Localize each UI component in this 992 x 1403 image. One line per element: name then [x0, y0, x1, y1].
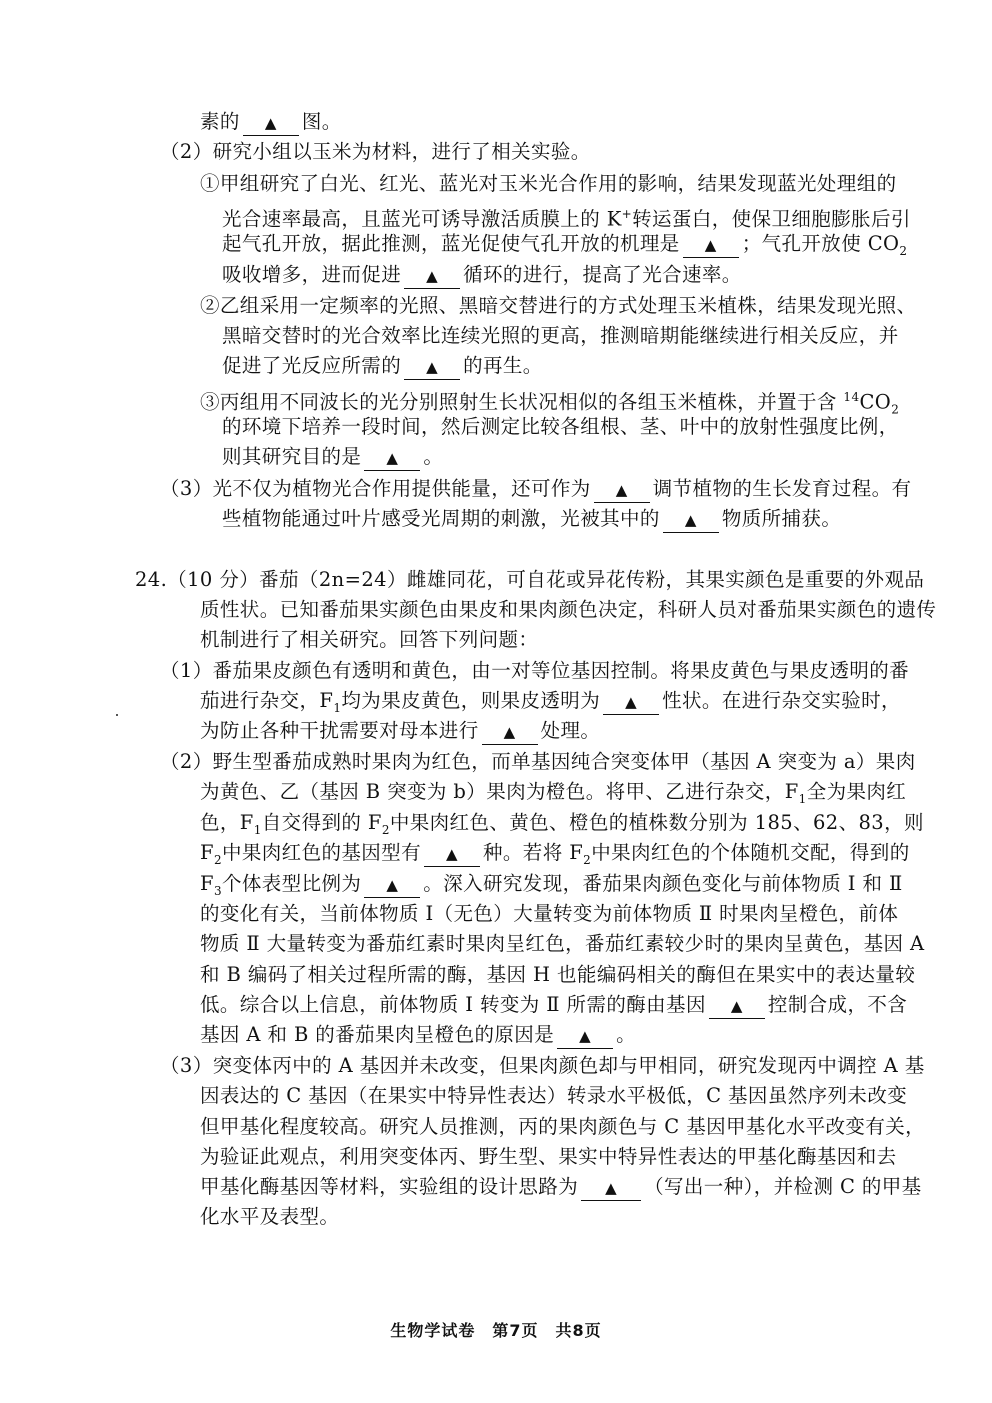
- answer-blank[interactable]: ▲: [557, 1024, 613, 1049]
- text-line: 甲基化酶基因等材料，实验组的设计思路为 ▲ （写出一种），并检测 C 的甲基: [200, 1173, 922, 1201]
- answer-blank[interactable]: ▲: [364, 446, 420, 471]
- answer-blank[interactable]: ▲: [594, 478, 650, 503]
- page-footer: 生物学试卷 第7页 共8页: [390, 1321, 602, 1340]
- text-line: 色，$F_1$自交得到的 $F_2$中果肉红色、黄色、橙色的植株数分别为 185、62、83，则: [200, 811, 924, 837]
- text-line: $F_2$中果肉红色的基因型有 ▲ 种。若将 $F_2$中果肉红色的个体随机交配，得到的: [200, 841, 910, 867]
- text-line: 因表达的 C 基因（在果实中特异性表达）转录水平极低，C 基因虽然序列未改变: [200, 1084, 908, 1107]
- text-line: 但甲基化程度较高。研究人员推测，丙的果肉颜色与 C 基因甲基化水平改变有关，: [200, 1115, 926, 1138]
- question-24: 24.（10 分）番茄（2n=24）雌雄同花，可自花或异花传粉，其果实颜色是重要的外观品: [135, 568, 925, 591]
- text-line: 质性状。已知番茄果实颜色由果皮和果肉颜色决定，科研人员对番茄果实颜色的遗传: [200, 598, 937, 621]
- text-line: 低。综合以上信息，前体物质 Ⅰ 转变为 Ⅱ 所需的酶由基因 ▲ 控制合成，不含: [200, 991, 907, 1019]
- answer-blank[interactable]: ▲: [663, 508, 719, 533]
- text-line: ①甲组研究了白光、红光、蓝光对玉米光合作用的影响，结果发现蓝光处理组的: [200, 172, 897, 195]
- answer-blank[interactable]: ▲: [404, 264, 460, 289]
- answer-blank[interactable]: ▲: [603, 690, 659, 715]
- text-line: 素的 ▲ 图。: [200, 108, 342, 136]
- answer-blank[interactable]: ▲: [482, 720, 538, 745]
- answer-blank[interactable]: ▲: [581, 1176, 641, 1201]
- text-line: 的变化有关，当前体物质 Ⅰ（无色）大量转变为前体物质 Ⅱ 时果肉呈橙色，前体: [200, 902, 899, 925]
- answer-blank[interactable]: ▲: [243, 111, 299, 136]
- text-line: 吸收增多，进而促进 ▲ 循环的进行，提高了光合速率。: [222, 261, 742, 289]
- sub-question-2: （2）研究小组以玉米为材料，进行了相关实验。: [160, 140, 591, 163]
- text-line: 物质 Ⅱ 大量转变为番茄红素时果肉呈红色，番茄红素较少时的果肉呈黄色，基因 A: [200, 932, 925, 955]
- answer-blank[interactable]: ▲: [683, 233, 739, 258]
- text-line: 为防止各种干扰需要对母本进行 ▲ 处理。: [200, 717, 600, 745]
- text-line: 基因 A 和 B 的番茄果肉呈橙色的原因是 ▲ 。: [200, 1021, 636, 1049]
- text-line: 促进了光反应所需的 ▲ 的再生。: [222, 352, 543, 380]
- text-line: ③丙组用不同波长的光分别照射生长状况相似的各组玉米植株，并置于含 $^{14}CO_2$: [200, 390, 900, 417]
- text-line: 茄进行杂交，$F_1$均为果皮黄色，则果皮透明为 ▲ 性状。在进行杂交实验时，: [200, 689, 901, 715]
- text-line: 则其研究目的是 ▲ 。: [222, 443, 443, 471]
- text-line: 的环境下培养一段时间，然后测定比较各组根、茎、叶中的放射性强度比例，: [222, 415, 899, 438]
- answer-blank[interactable]: ▲: [404, 355, 460, 380]
- sub-question-2: （2）野生型番茄成熟时果肉为红色，而单基因纯合突变体甲（基因 A 突变为 a）果肉: [160, 750, 916, 773]
- scan-speck: [116, 714, 118, 716]
- text-line: 为黄色、乙（基因 B 突变为 b）果肉为橙色。将甲、乙进行杂交，$F_1$全为果肉红: [200, 780, 907, 806]
- text-line: 为验证此观点，利用突变体丙、野生型、果实中特异性表达的甲基化酶基因和去: [200, 1145, 897, 1168]
- text-line: 起气孔开放，据此推测，蓝光促使气孔开放的机理是 ▲ ；气孔开放使 $CO_2$: [222, 232, 908, 258]
- text-line: 化水平及表型。: [200, 1205, 340, 1228]
- text-line: ②乙组采用一定频率的光照、黑暗交替进行的方式处理玉米植株，结果发现光照、: [200, 294, 917, 317]
- answer-blank[interactable]: ▲: [709, 994, 765, 1019]
- answer-blank[interactable]: ▲: [364, 873, 420, 898]
- text-line: 机制进行了相关研究。回答下列问题：: [200, 628, 539, 651]
- text-line: 和 B 编码了相关过程所需的酶，基因 H 也能编码相关的酶但在果实中的表达量较: [200, 963, 916, 986]
- text-line: 些植物能通过叶片感受光周期的刺激，光被其中的 ▲ 物质所捕获。: [222, 505, 841, 533]
- text-line: $F_3$个体表型比例为 ▲ 。深入研究发现，番茄果肉颜色变化与前体物质 Ⅰ 和 Ⅱ: [200, 872, 903, 898]
- sub-question-3: （3）突变体丙中的 A 基因并未改变，但果肉颜色却与甲相同，研究发现丙中调控 A 基: [160, 1054, 925, 1077]
- text-line: 黑暗交替时的光合效率比连续光照的更高，推测暗期能继续进行相关反应，并: [222, 324, 899, 347]
- sub-question-1: （1）番茄果皮颜色有透明和黄色，由一对等位基因控制。将果皮黄色与果皮透明的番: [160, 659, 910, 682]
- answer-blank[interactable]: ▲: [424, 842, 480, 867]
- text-line: 光合速率最高，且蓝光可诱导激活质膜上的 K+转运蛋白，使保卫细胞膨胀后引: [222, 207, 911, 231]
- sub-question-3: （3）光不仅为植物光合作用提供能量，还可作为 ▲ 调节植物的生长发育过程。有: [160, 475, 911, 503]
